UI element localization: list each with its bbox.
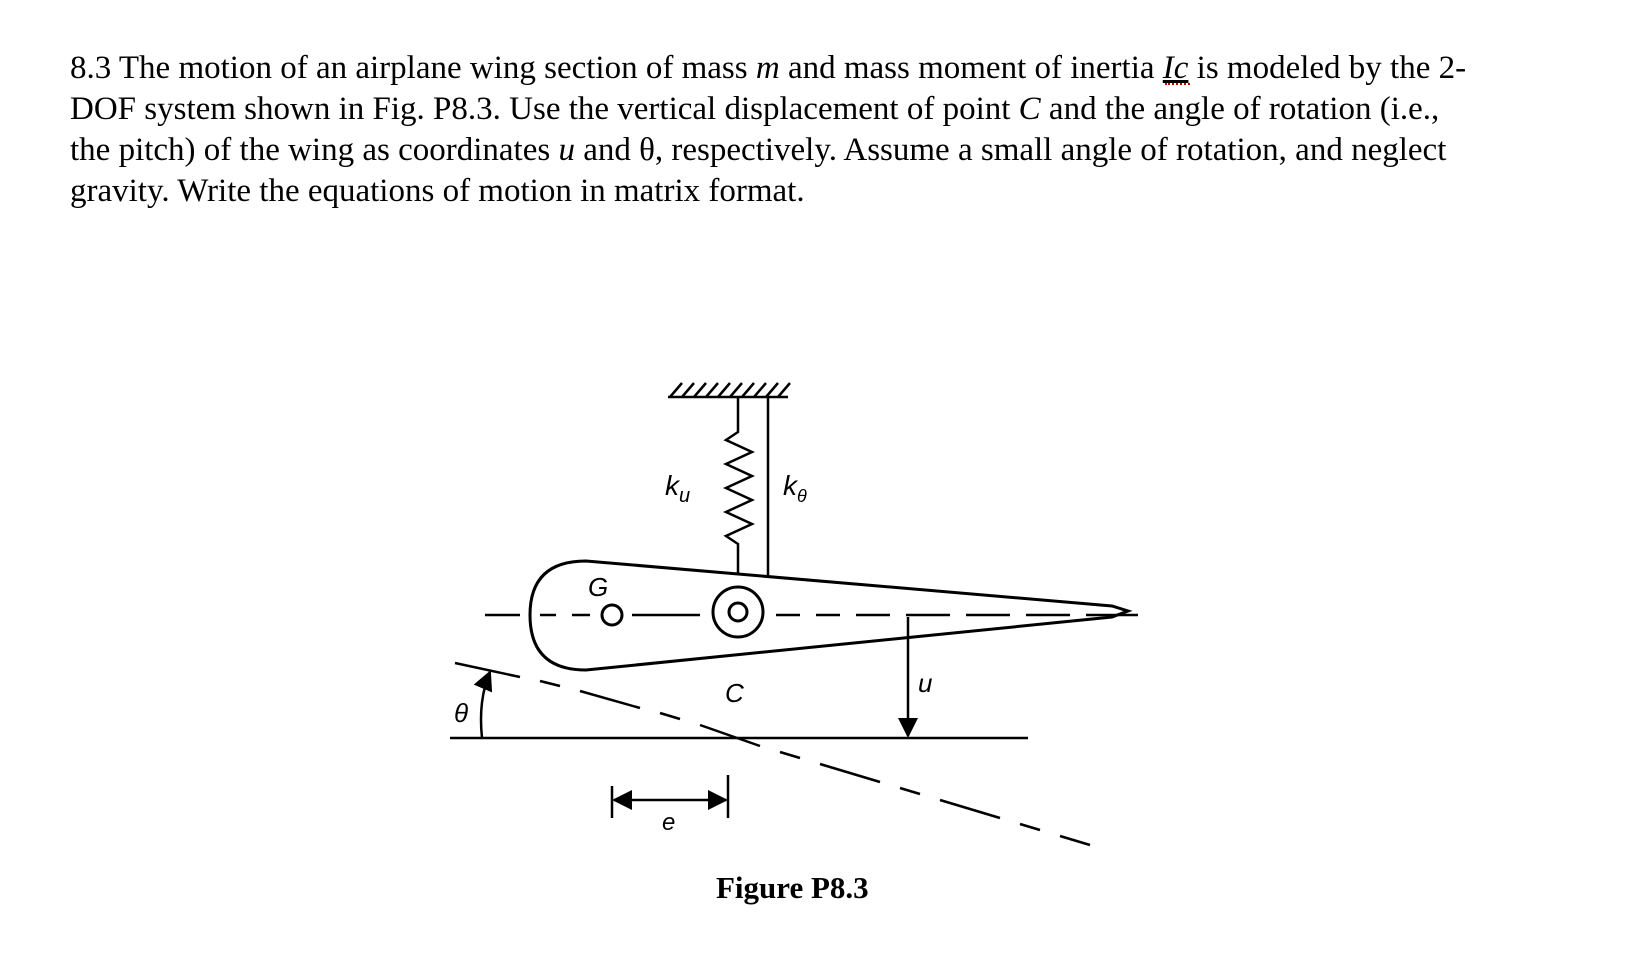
problem-text: gravity. Write the equations of motion in matrix format. <box>70 173 805 209</box>
problem-text: and θ, respectively. Assume a small angle of rotation, and neglect <box>574 132 1447 168</box>
inertia-symbol: Ic <box>1163 48 1189 89</box>
figure-caption: Figure P8.3 <box>716 870 869 905</box>
label-e: e <box>662 809 676 836</box>
label-u: u <box>918 668 933 698</box>
theta-arc <box>481 672 490 738</box>
problem-text: and mass moment of inertia <box>779 50 1163 86</box>
mass-symbol: m <box>755 50 780 86</box>
label-c: C <box>725 678 744 708</box>
label-g: G <box>588 572 609 602</box>
label-k-theta: $k_\theta$ <box>783 470 807 506</box>
problem-text: the pitch) of the wing as coordinates <box>70 132 559 168</box>
label-k-u: $k_u$ <box>665 470 691 507</box>
problem-text: and the angle of rotation (i.e., <box>1040 91 1440 127</box>
problem-text: 8.3 The motion of an airplane wing section of mass <box>70 50 756 86</box>
point-symbol: C <box>1018 91 1041 127</box>
center-of-gravity-marker <box>602 605 622 625</box>
pivot-inner <box>729 603 747 621</box>
problem-text: DOF system shown in Fig. P8.3. Use the vertical displacement of point <box>70 91 1019 127</box>
spring-k-u <box>726 397 752 598</box>
ground-support <box>668 383 790 397</box>
u-symbol: u <box>558 132 575 168</box>
label-theta: θ <box>454 698 469 728</box>
problem-text: is modeled by the 2- <box>1188 50 1467 86</box>
inclined-dashed-line <box>455 663 1090 845</box>
